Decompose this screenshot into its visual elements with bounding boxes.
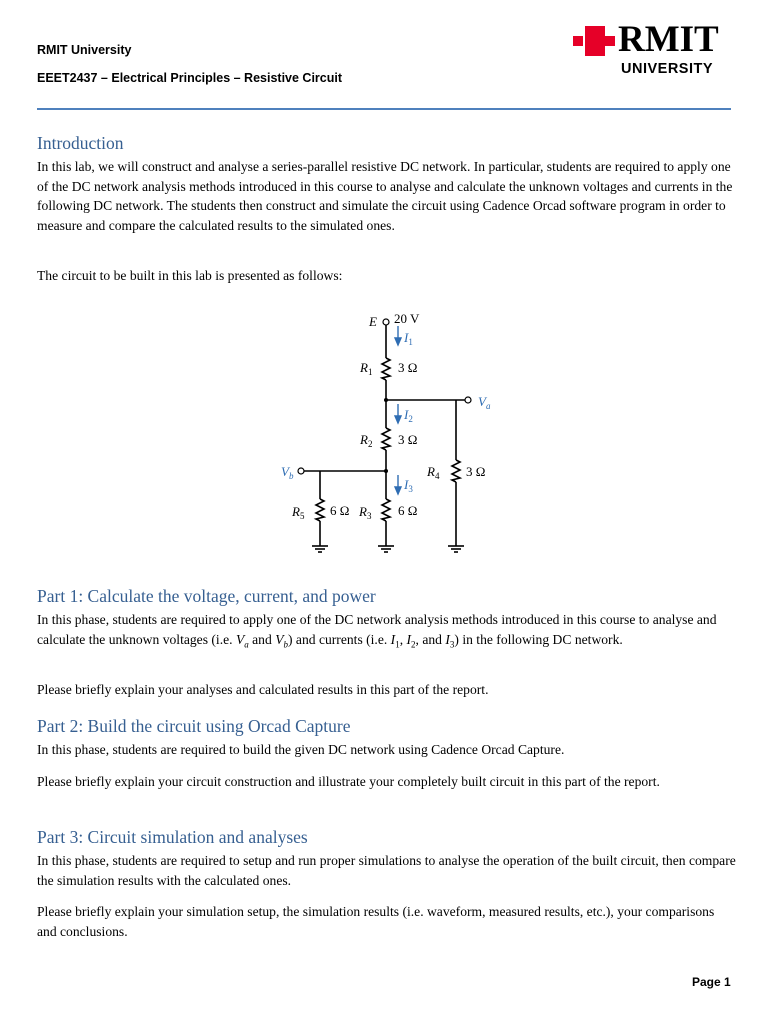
- terminal-va: [465, 397, 471, 403]
- header-divider: [37, 108, 731, 110]
- section-heading-introduction: Introduction: [37, 133, 124, 153]
- rmit-logo-subtitle: UNIVERSITY: [621, 61, 714, 77]
- label-r1: $R_1$: [360, 360, 373, 377]
- part3-paragraph-2: Please briefly explain your simulation setup, the simulation results (i.e. waveform, measured results, etc.), your comparisons and conclusions.: [37, 904, 715, 939]
- section-heading-part1: Part 1: Calculate the voltage, current, and power: [37, 586, 376, 606]
- label-vb: $V_b$: [281, 464, 294, 481]
- part1-paragraph-1: In this phase, students are required to apply one of the DC network analysis methods introduced in this course to analyse and calculate the unknown voltages (i.e. $V_a$ and $V_b$) and currents (i.e. $I_1$, $I_2$, and $I_3$) in the following DC network.: [37, 612, 717, 650]
- junction-va: [384, 398, 388, 402]
- label-r3: $R_3$: [359, 504, 372, 521]
- label-i2: $I_2$: [404, 407, 413, 424]
- header-course-title: EEET2437 – Electrical Principles – Resistive Circuit: [37, 71, 343, 85]
- arrow-down-icon: [395, 338, 401, 345]
- page-number: Page 1: [692, 975, 731, 989]
- part1-paragraph-2: Please briefly explain your analyses and calculated results in this part of the report.: [37, 682, 489, 697]
- label-i3: $I_3$: [404, 477, 413, 494]
- junction-vb: [384, 469, 388, 473]
- intro-paragraph-2: The circuit to be built in this lab is presented as follows:: [37, 268, 343, 283]
- resistor-r4: [452, 460, 460, 482]
- label-r5-value: 6 Ω: [330, 503, 350, 518]
- label-r3-value: 6 Ω: [398, 503, 418, 518]
- intro-paragraph-1: In this lab, we will construct and analyse a series-parallel resistive DC network. In particular, students are required to apply one of the DC network analysis methods introduced in this course to analyse and calculate the unknown voltages and currents in the following DC network. The students then construct and simulate the circuit using Cadence Orcad software program in order to measure and compare the calculated results to the simulated ones.: [37, 159, 733, 233]
- section-heading-part2: Part 2: Build the circuit using Orcad Capture: [37, 716, 351, 736]
- section-heading-part3: Part 3: Circuit simulation and analyses: [37, 827, 308, 847]
- resistor-r2: [382, 428, 390, 450]
- arrow-down-icon: [395, 416, 401, 423]
- ground-icon: [312, 546, 464, 552]
- header-university: RMIT University: [37, 43, 132, 57]
- arrow-down-icon: [395, 487, 401, 494]
- label-e-value: 20 V: [394, 311, 420, 326]
- resistor-r5: [316, 499, 324, 521]
- label-i1: $I_1$: [404, 330, 413, 347]
- label-e: E: [369, 314, 377, 329]
- label-r4-value: 3 Ω: [466, 464, 486, 479]
- part2-paragraph-2: Please briefly explain your circuit construction and illustrate your completely built circuit in this part of the report.: [37, 774, 660, 789]
- part2-paragraph-1: In this phase, students are required to build the given DC network using Cadence Orcad Capture.: [37, 742, 565, 757]
- terminal-vb: [298, 468, 304, 474]
- rmit-logo-wordmark: RMIT: [618, 19, 719, 60]
- label-r4: $R_4$: [427, 464, 440, 481]
- circuit-diagram: [276, 300, 506, 570]
- label-r5: $R_5$: [292, 504, 305, 521]
- resistor-r3: [382, 499, 390, 521]
- resistor-r1: [382, 358, 390, 380]
- terminal-e: [383, 319, 389, 325]
- part3-paragraph-1: In this phase, students are required to setup and run proper simulations to analyse the operation of the built circuit, then compare the simulation results with the calculated ones.: [37, 853, 736, 888]
- label-va: $V_a$: [478, 394, 491, 411]
- label-r2: $R_2$: [360, 432, 373, 449]
- label-r1-value: 3 Ω: [398, 360, 418, 375]
- label-r2-value: 3 Ω: [398, 432, 418, 447]
